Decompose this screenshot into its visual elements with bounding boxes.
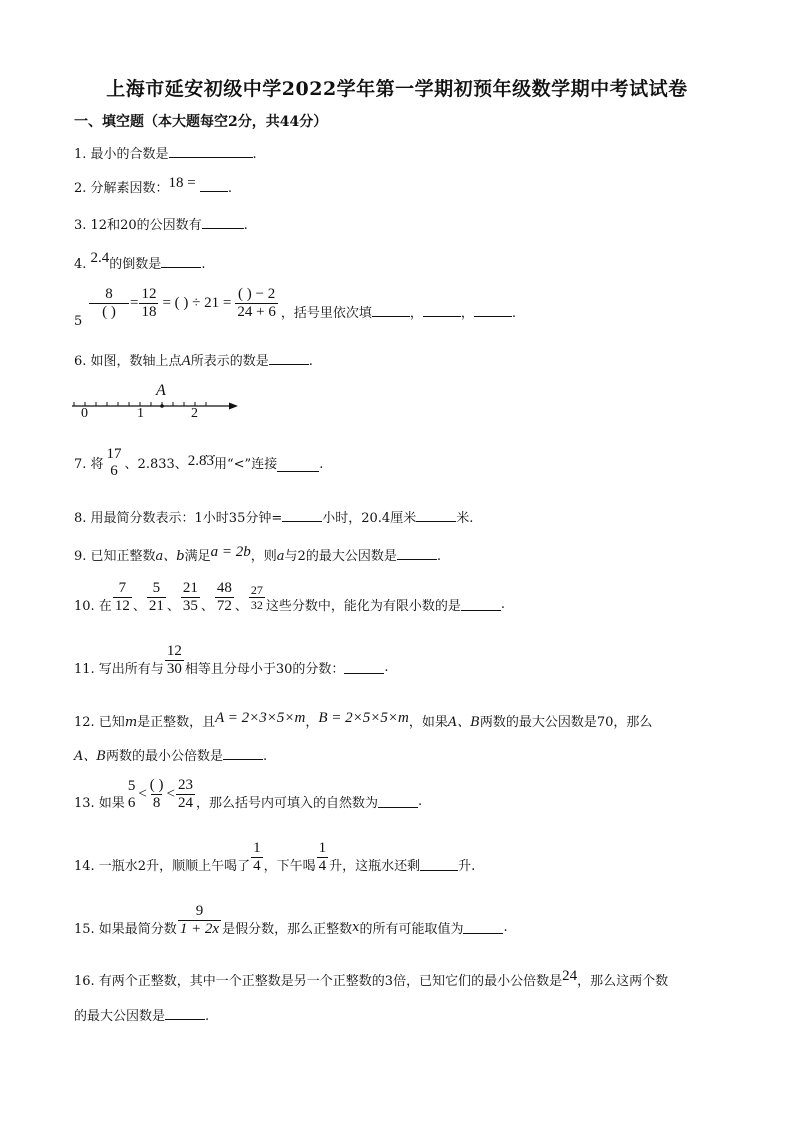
q16-line-2: 的最大公因数是 xyxy=(74,1009,166,1024)
q11-answer-blank[interactable] xyxy=(344,661,384,674)
q13-fraction-1: 5 6 xyxy=(127,777,136,811)
q6-text-b: 所表示的数是 xyxy=(190,354,269,369)
q16-value: 24 xyxy=(562,968,578,984)
q2-end: . xyxy=(227,181,233,196)
q1-end: . xyxy=(252,147,257,162)
question-12-line-2: A、B两数的最小公倍数是 . xyxy=(74,749,268,764)
q15-text-b: 是假分数，那么正整数 xyxy=(222,922,353,937)
q5-fraction-3: $\frac{( ) - 2}{24 + 6}$ xyxy=(237,286,276,320)
q10-fraction-3: $\frac{21}{35}$ xyxy=(182,580,198,614)
question-11: 11. 写出所有与 $\frac{12}{30}$ 相等且分母小于30的分数： . xyxy=(74,643,389,677)
tick-label-1: 1 xyxy=(137,406,144,421)
question-14: 14. 一瓶水2升，顺顺上午喝了 $\frac{1}{4}$ ，下午喝 $\frac{1}{4}$ 升，这瓶水还剩 升. xyxy=(74,840,476,874)
number-line-point-label: A xyxy=(156,382,166,399)
tick-label-0: 0 xyxy=(81,406,88,421)
q5-answer-blank-3[interactable] xyxy=(474,304,512,317)
question-7: 7. 将 17 6 、2.833、 2.8̇3̇ 用“<”连接 . xyxy=(74,446,324,479)
q3-end: . xyxy=(243,218,248,233)
q12-expr-a: A = 2×3×5×m xyxy=(215,710,306,726)
q7-text: 用“<”连接 xyxy=(214,457,278,472)
q9-answer-blank[interactable] xyxy=(397,547,437,560)
q5-answer-blank-2[interactable] xyxy=(423,304,461,317)
q5-text: ，括号里依次填 xyxy=(280,306,372,321)
q12-vars-ab: A、B xyxy=(447,715,480,730)
tick-label-2: 2 xyxy=(191,406,198,421)
q4-num: 4. xyxy=(74,257,87,272)
q12-expr-b: B = 2×5×5×m xyxy=(318,710,409,726)
q1-answer-blank[interactable] xyxy=(169,145,253,158)
q12-text-c: ，如果 xyxy=(408,715,448,730)
question-10: 10. 在 $\frac{7}{12}$ 、 $\frac{5}{21}$ 、 $\frac{21}{35}$ 、 $\frac{48}{72}$ 、 $\frac{27}{32}$ 这些分数中，能化为有限小数的是 . xyxy=(74,580,506,614)
q12-text-a: 12. 已知 xyxy=(74,715,125,730)
q7-repeating-decimal: 2.8̇3̇ xyxy=(187,453,215,469)
q6-answer-blank[interactable] xyxy=(269,352,309,365)
q6-point-label: A xyxy=(181,353,191,369)
q11-text: 相等且分母小于30的分数： xyxy=(184,662,345,677)
q2-answer-blank[interactable] xyxy=(200,179,228,192)
q7-num: 7. 将 xyxy=(74,457,104,472)
q9-var-a: a xyxy=(276,549,285,564)
q15-var-x: x xyxy=(352,920,360,935)
question-12: 12. 已知m是正整数，且A = 2×3×5×m，B = 2×5×5×m，如果A、B两数的最大公因数是70，那么 xyxy=(74,710,653,730)
q8-answer-blank-2[interactable] xyxy=(416,509,456,522)
q3-text: 3. 12和20的公因数有 xyxy=(74,218,202,233)
q15-answer-blank[interactable] xyxy=(463,921,503,934)
q13-num: 13. 如果 xyxy=(74,796,125,811)
q8-text-a: 8. 用最简分数表示：1小时35分钟= xyxy=(74,511,283,526)
q14-fraction-1: $\frac{1}{4}$ xyxy=(253,840,261,874)
q5-equals: = xyxy=(130,295,139,311)
q6-text-a: 6. 如图，数轴上点 xyxy=(74,354,182,369)
q11-fraction: $\frac{12}{30}$ xyxy=(166,643,182,677)
q3-answer-blank[interactable] xyxy=(202,216,244,229)
number-line xyxy=(72,382,244,432)
q12-answer-blank[interactable] xyxy=(223,747,263,760)
q4-end: . xyxy=(201,257,206,272)
q9-text-d: 与2的最大公因数是 xyxy=(284,549,397,564)
q14-text-b: ，下午喝 xyxy=(263,859,316,874)
q4-answer-blank[interactable] xyxy=(161,255,201,268)
q14-text-a: 14. 一瓶水2升，顺顺上午喝了 xyxy=(74,859,251,874)
q5-answer-blank-1[interactable] xyxy=(372,304,410,317)
q14-fraction-2: $\frac{1}{4}$ xyxy=(318,840,327,874)
q10-answer-blank[interactable] xyxy=(461,598,501,611)
q13-fraction-2: $\frac{( )}{8}$ xyxy=(149,777,164,811)
q8-text-c: 米. xyxy=(456,511,474,526)
q12-text-d: 两数的最大公因数是70，那么 xyxy=(479,715,653,730)
q2-text: 2. 分解素因数： xyxy=(74,181,169,196)
q8-answer-blank-1[interactable] xyxy=(282,509,322,522)
q10-fraction-1: $\frac{7}{12}$ xyxy=(114,580,130,614)
page-title: 上海市延安初级中学2022学年第一学期初预年级数学期中考试试卷 xyxy=(106,78,688,100)
q16-line-1: 16. 有两个正整数，其中一个正整数是另一个正整数的3倍，已知它们的最小公倍数是 xyxy=(74,974,563,989)
q9-text-c: ，则 xyxy=(250,549,277,564)
question-2 xyxy=(74,177,232,197)
q14-text-c: 升，这瓶水还剩 xyxy=(329,859,421,874)
q2-expr: 18 = xyxy=(168,175,196,191)
question-1 xyxy=(74,143,257,162)
question-16 xyxy=(74,970,668,990)
q5-fraction-2: $\frac{12}{18}$ xyxy=(141,286,157,320)
section-heading: 一、填空题（本大题每空2分，共44分） xyxy=(74,114,328,130)
q5-fraction-1: $\frac{8}{( )}$ xyxy=(89,286,129,321)
q13-less-than-2: < xyxy=(166,786,175,802)
q4-text: 的倒数是 xyxy=(109,257,162,272)
question-8 xyxy=(74,507,473,526)
q13-text: ，那么括号内可填入的自然数为 xyxy=(196,796,379,811)
q12-line-2-text: 两数的最小公倍数是 xyxy=(105,749,223,764)
q12-vars-ab-2: A、B xyxy=(74,749,106,764)
q15-fraction: $\frac{9}{1 + 2x}$ xyxy=(179,903,220,937)
question-3 xyxy=(74,214,248,233)
q10-fraction-2: $\frac{5}{21}$ xyxy=(148,580,164,614)
q7-middle: 、2.833、 xyxy=(124,457,188,472)
q9-vars: a、b xyxy=(155,549,185,564)
q10-fraction-4: $\frac{48}{72}$ xyxy=(216,580,232,614)
q10-fraction-5: $\frac{27}{32}$ xyxy=(250,583,263,612)
question-13: 13. 如果 5 6 < $\frac{( )}{8}$ < $\frac{23}{24}$ ，那么括号内可填入的自然数为 . xyxy=(74,777,423,811)
q7-answer-blank[interactable] xyxy=(277,459,319,472)
q15-text-a: 15. 如果最简分数 xyxy=(74,922,177,937)
q10-num: 10. 在 xyxy=(74,599,112,614)
q5-middle: = ( ) ÷ 21 = xyxy=(162,295,232,311)
question-9: 9. 已知正整数a、b满足a = 2b，则a与2的最大公因数是 . xyxy=(74,544,441,564)
q8-text-b: 小时，20.4厘米 xyxy=(322,511,417,526)
q14-answer-blank[interactable] xyxy=(420,858,458,871)
q12-text-b: 是正整数，且 xyxy=(137,715,216,730)
q9-text-b: 满足 xyxy=(184,549,211,564)
q12-var-m: m xyxy=(124,715,138,730)
question-4 xyxy=(74,250,206,273)
q13-fraction-3: $\frac{23}{24}$ xyxy=(178,777,193,811)
question-6: 6. 如图，数轴上点A所表示的数是 . xyxy=(74,353,313,369)
point-a-marker xyxy=(160,404,164,408)
q11-num: 11. 写出所有与 xyxy=(74,662,164,677)
q10-text: 这些分数中，能化为有限小数的是 xyxy=(265,599,461,614)
q13-answer-blank[interactable] xyxy=(378,795,418,808)
question-16-line-2: 的最大公因数是 . xyxy=(74,1009,210,1024)
q1-text: 1. 最小的合数是 xyxy=(74,147,169,162)
q4-value: 2.4 xyxy=(90,250,110,266)
question-15: 15. 如果最简分数 $\frac{9}{1 + 2x}$ 是假分数，那么正整数 x 的所有可能取值为 . xyxy=(74,903,508,937)
q15-text-c: 的所有可能取值为 xyxy=(359,922,464,937)
q9-text-a: 9. 已知正整数 xyxy=(74,549,156,564)
q5-num: 5 xyxy=(74,314,83,329)
q16-answer-blank[interactable] xyxy=(165,1007,205,1020)
q7-fraction: 17 6 xyxy=(106,446,122,479)
q16-line-1-end: ，那么这两个数 xyxy=(577,974,669,989)
q9-expr: a = 2b xyxy=(210,544,251,560)
q13-less-than-1: < xyxy=(138,786,147,802)
